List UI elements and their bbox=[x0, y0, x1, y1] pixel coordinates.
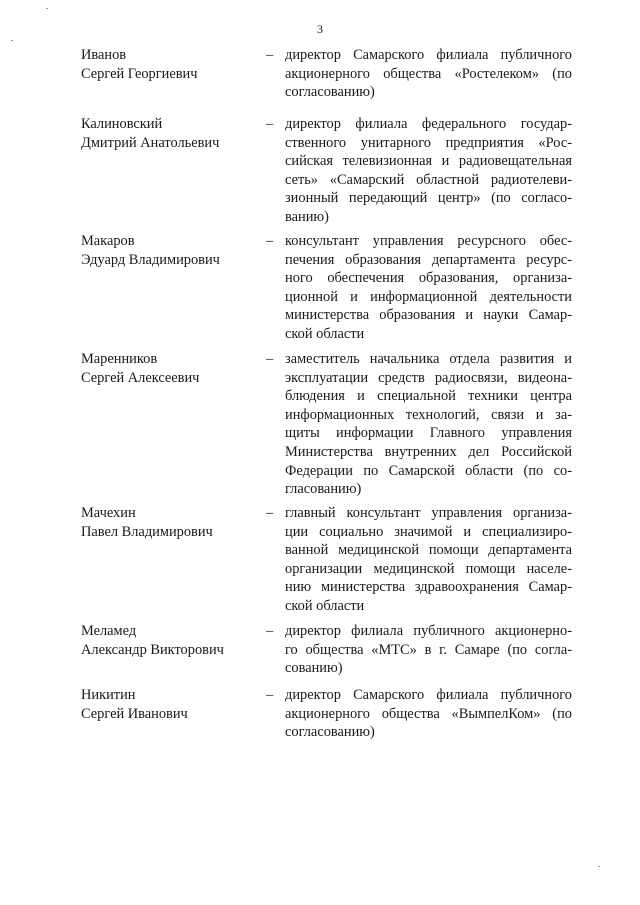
member-position bbox=[285, 504, 572, 616]
dash-separator: – bbox=[266, 351, 274, 367]
member-given-names: Павел Владимирович bbox=[81, 523, 213, 540]
member-surname: Никитин bbox=[81, 687, 136, 703]
member-surname: Маренников bbox=[81, 351, 158, 367]
dash-separator: – bbox=[266, 233, 274, 249]
member-given-names: Сергей Георгиевич bbox=[81, 65, 198, 82]
position-line: ции социально значимой и специализиро- bbox=[285, 523, 572, 540]
position-line: согласованию) bbox=[285, 84, 375, 101]
position-line: консультант управления ресурсного обес- bbox=[285, 233, 572, 249]
dash-separator: – bbox=[266, 687, 274, 703]
dash-separator: – bbox=[266, 623, 274, 639]
scan-speck bbox=[598, 866, 600, 867]
position-line: информационных технологий, связи и за- bbox=[285, 406, 572, 423]
member-name bbox=[81, 622, 256, 659]
position-line: зионный передающий центр» (по согласо- bbox=[285, 190, 572, 207]
position-line: сийская телевизионная и радиовещательная bbox=[285, 153, 572, 170]
member-position bbox=[285, 622, 572, 678]
position-line: директор филиала федерального государ- bbox=[285, 116, 572, 132]
member-given-names: Дмитрий Анатольевич bbox=[81, 134, 220, 151]
position-line: ного обеспечения образования, организа- bbox=[285, 270, 572, 287]
member-position bbox=[285, 115, 572, 227]
member-position bbox=[285, 686, 572, 742]
member-surname: Меламед bbox=[81, 623, 137, 639]
member-name bbox=[81, 46, 256, 83]
position-line: директор филиала публичного акционерно- bbox=[285, 623, 572, 639]
member-surname: Иванов bbox=[81, 47, 127, 63]
position-line: ванной медицинской помощи департамента bbox=[285, 542, 572, 559]
position-line: акционерного общества «Ростелеком» (по bbox=[285, 65, 572, 82]
page-number: 3 bbox=[317, 22, 323, 36]
member-name bbox=[81, 686, 256, 723]
member-name bbox=[81, 115, 256, 152]
position-line: ской области bbox=[285, 325, 365, 342]
position-line: блюдения и специальной техники центра bbox=[285, 388, 572, 405]
position-line: сованию) bbox=[285, 660, 343, 677]
member-given-names: Александр Викторович bbox=[81, 641, 224, 658]
position-line: ственного унитарного предприятия «Рос- bbox=[285, 134, 572, 151]
dash-separator: – bbox=[266, 47, 274, 63]
position-line: эксплуатации средств радиосвязи, видеона- bbox=[285, 369, 572, 386]
position-line: печения образования департамента ресурс- bbox=[285, 251, 572, 268]
position-line: главный консультант управления организа- bbox=[285, 505, 572, 521]
position-line: директор Самарского филиала публичного bbox=[285, 687, 572, 703]
member-given-names: Сергей Иванович bbox=[81, 705, 188, 722]
member-given-names: Эдуард Владимирович bbox=[81, 251, 220, 268]
position-line: директор Самарского филиала публичного bbox=[285, 47, 572, 63]
position-line: ционной и информационной деятельности bbox=[285, 288, 572, 305]
position-line: акционерного общества «ВымпелКом» (по bbox=[285, 705, 572, 722]
position-line: Федерации по Самарской области (по со- bbox=[285, 462, 572, 479]
member-given-names: Сергей Алексеевич bbox=[81, 369, 200, 386]
member-surname: Калиновский bbox=[81, 116, 163, 132]
position-line: гласованию) bbox=[285, 481, 362, 498]
position-line: Министерства внутренних дел Российской bbox=[285, 443, 572, 460]
member-name bbox=[81, 504, 256, 541]
scan-speck bbox=[11, 40, 13, 41]
member-position bbox=[285, 350, 572, 499]
dash-separator: – bbox=[266, 505, 274, 521]
position-line: ской области bbox=[285, 597, 365, 614]
position-line: щиты информации Главного управления bbox=[285, 425, 572, 442]
member-surname: Макаров bbox=[81, 233, 135, 249]
member-surname: Мачехин bbox=[81, 505, 136, 521]
member-name bbox=[81, 232, 256, 269]
position-line: ванию) bbox=[285, 208, 329, 225]
dash-separator: – bbox=[266, 116, 274, 132]
position-line: министерства образования и науки Самар- bbox=[285, 307, 572, 324]
position-line: го общества «МТС» в г. Самаре (по согла- bbox=[285, 641, 572, 658]
position-line: согласованию) bbox=[285, 724, 375, 741]
position-line: организации медицинской помощи населе- bbox=[285, 560, 572, 577]
position-line: сеть» «Самарский областной радиотелеви- bbox=[285, 171, 572, 188]
member-name bbox=[81, 350, 256, 387]
scan-speck bbox=[46, 8, 48, 9]
position-line: нию министерства здравоохранения Самар- bbox=[285, 579, 572, 596]
member-position bbox=[285, 46, 572, 102]
position-line: заместитель начальника отдела развития и bbox=[285, 351, 572, 367]
member-position bbox=[285, 232, 572, 344]
